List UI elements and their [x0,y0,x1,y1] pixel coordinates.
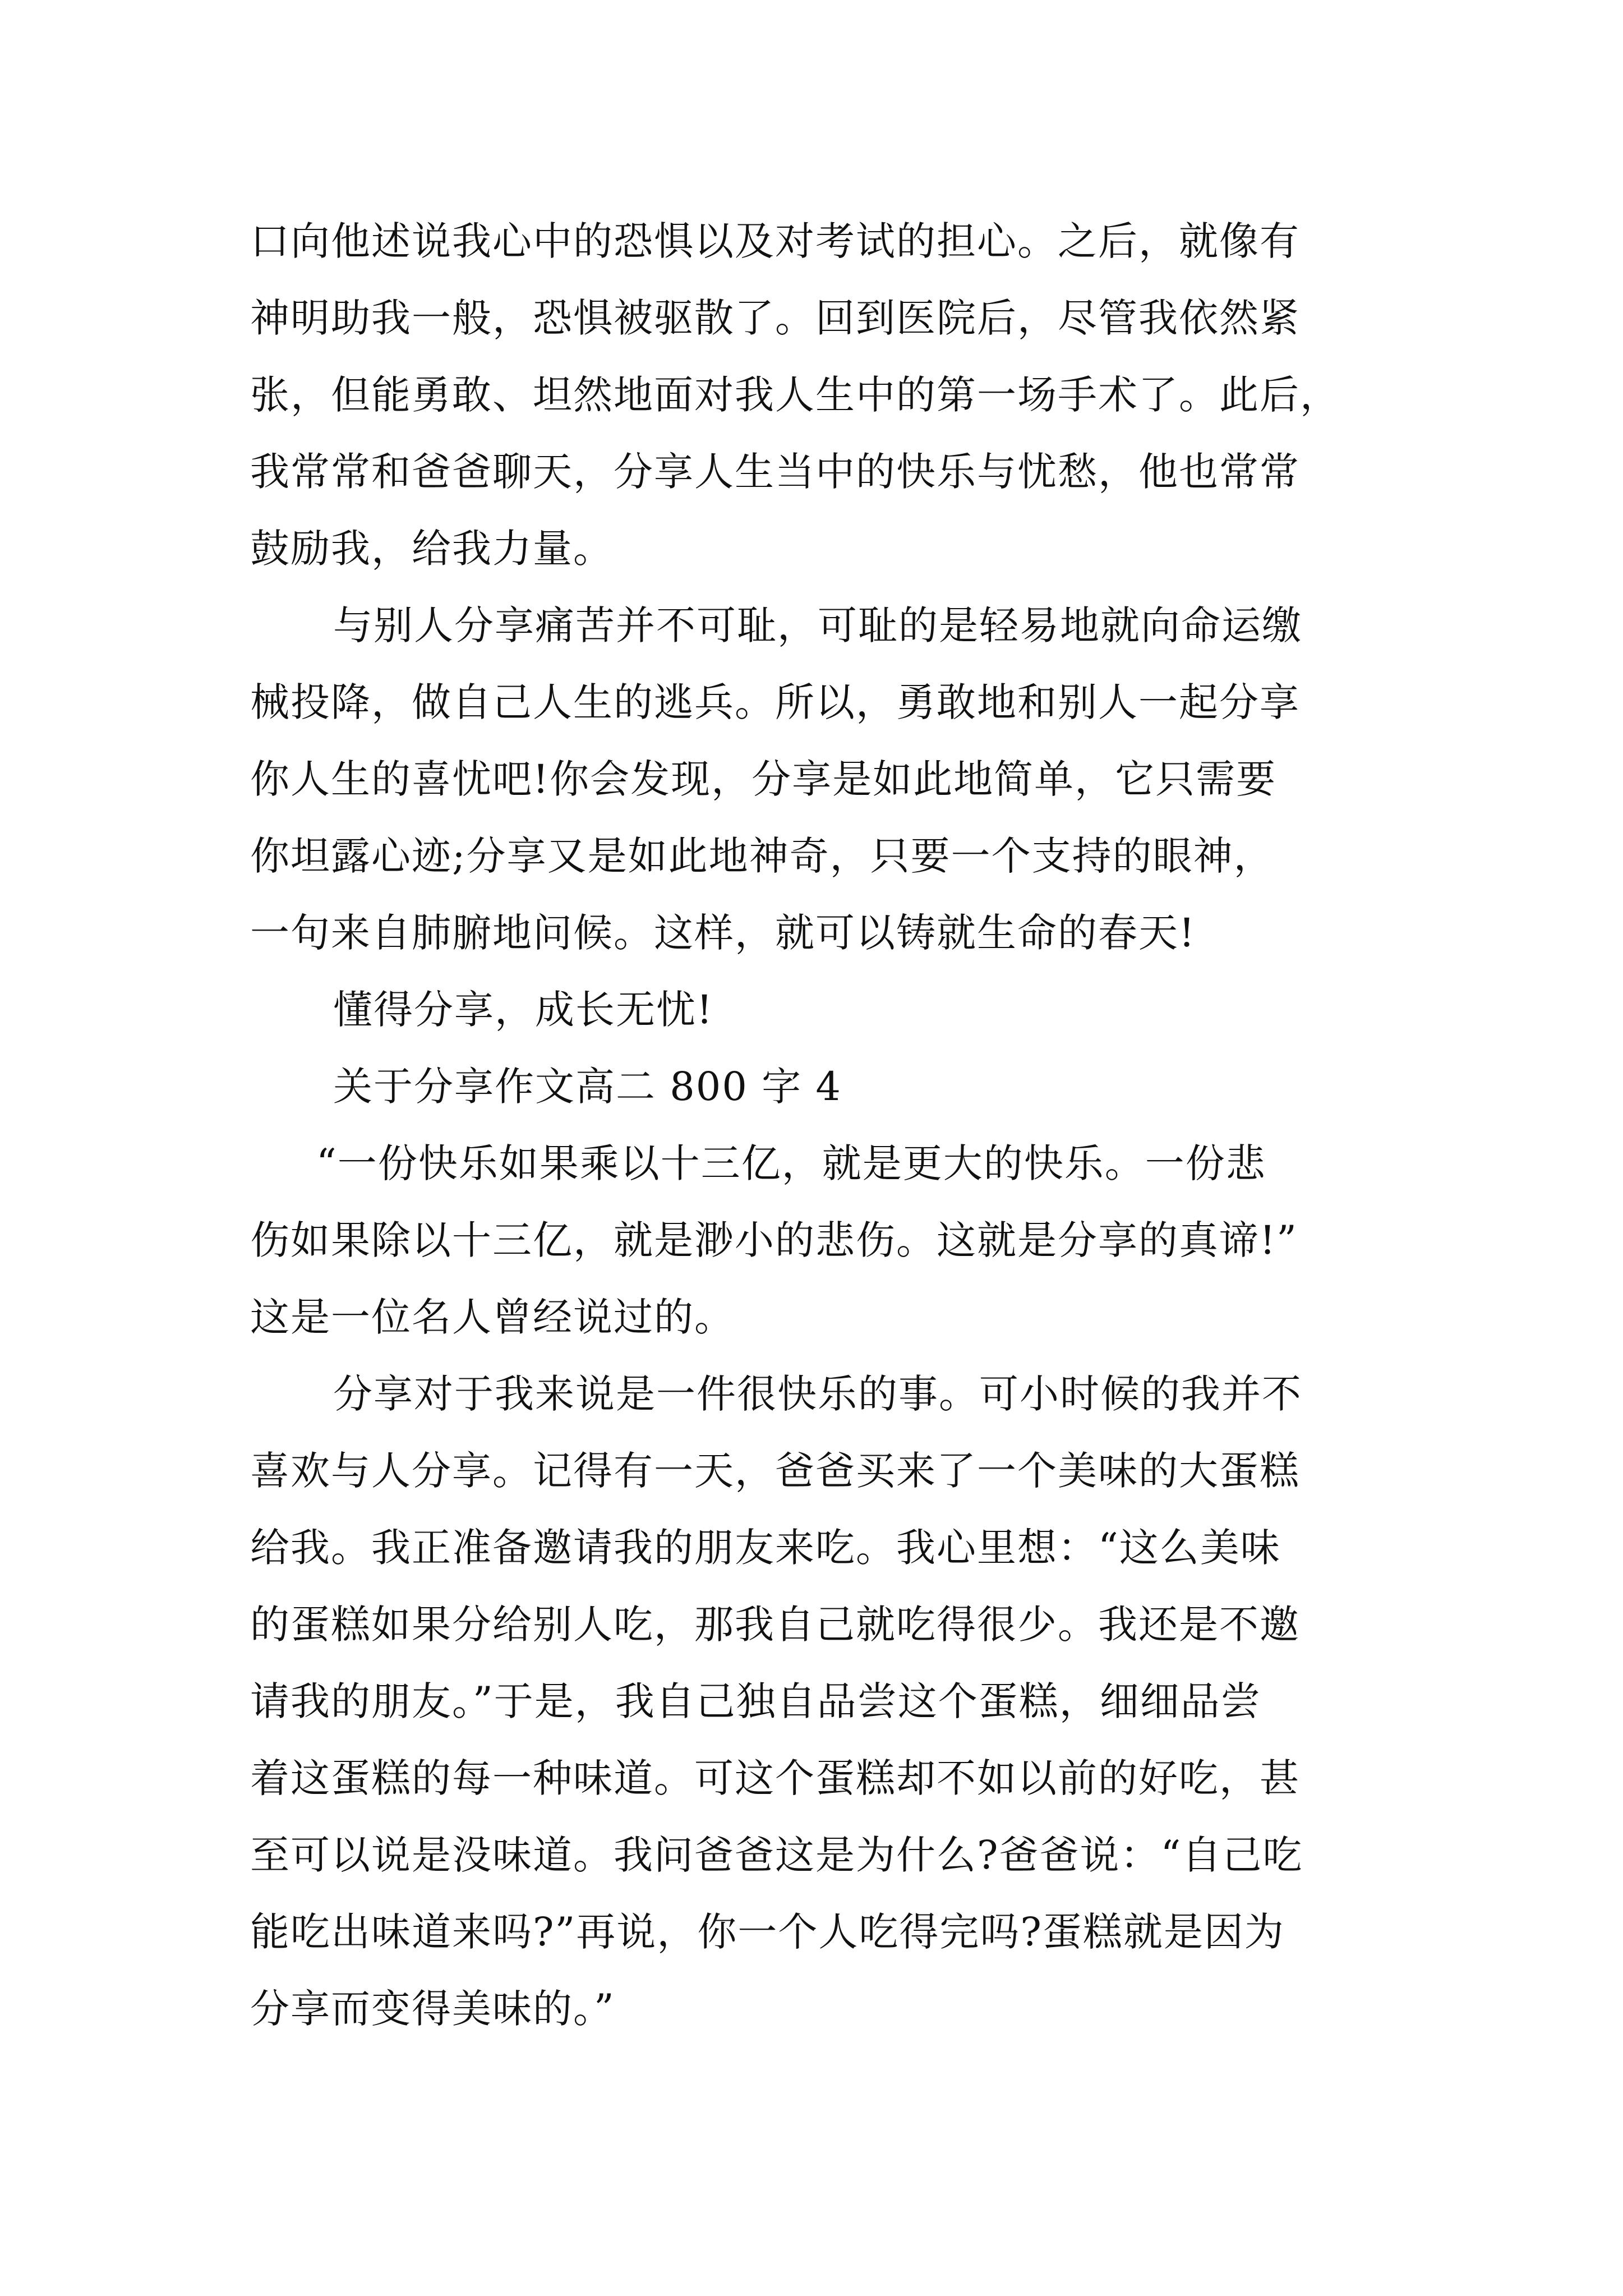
paragraph-quote [250,1125,1377,1356]
text-line: 给我。我正准备邀请我的朋友来吃。我心里想：“这么美味 [250,1525,1281,1571]
text-line: 请我的朋友。”于是，我自己独自品尝这个蛋糕，细细品尝 [250,1678,1261,1724]
paragraph-conclusion [250,587,1377,972]
document-body [250,203,1377,2047]
text-line: 懂得分享，成长无忧! [333,987,714,1033]
section-heading [250,1048,1377,1125]
text-line: 你人生的喜忧吧!你会发现，分享是如此地简单，它只需要 [250,756,1277,802]
text-line: 能吃出味道来吗?”再说，你一个人吃得完吗?蛋糕就是因为 [250,1909,1285,1955]
text-line: 分享对于我来说是一件很快乐的事。可小时候的我并不 [333,1371,1302,1417]
text-line: 至可以说是没味道。我问爸爸这是为什么?爸爸说：“自己吃 [250,1832,1303,1878]
text-line: 喜欢与人分享。记得有一天，爸爸买来了一个美味的大蛋糕 [250,1448,1300,1494]
text-line: 着这蛋糕的每一种味道。可这个蛋糕却不如以前的好吃，甚 [250,1755,1300,1801]
section-title: 关于分享作文高二 800 字 4 [333,1064,842,1110]
text-line: 你坦露心迹;分享又是如此地神奇，只要一个支持的眼神， [250,833,1274,879]
text-line: 我常常和爸爸聊天，分享人生当中的快乐与忧愁，他也常常 [250,449,1300,495]
text-line: 分享而变得美味的。” [250,1986,615,2032]
text-line: 张，但能勇敢、坦然地面对我人生中的第一场手术了。此后， [250,372,1340,418]
text-line: 械投降，做自己人生的逃兵。所以，勇敢地和别人一起分享 [250,679,1300,725]
text-line: 神明助我一般，恐惧被驱散了。回到医院后，尽管我依然紧 [250,295,1300,341]
text-line: 这是一位名人曾经说过的。 [250,1294,735,1340]
text-line: 鼓励我，给我力量。 [250,526,614,572]
text-line: 的蛋糕如果分给别人吃，那我自己就吃得很少。我还是不邀 [250,1602,1300,1648]
paragraph-continuation [250,203,1377,587]
text-line: 与别人分享痛苦并不可耻，可耻的是轻易地就向命运缴 [333,602,1302,648]
paragraph-motto [250,972,1377,1048]
text-line: 一句来自肺腑地问候。这样，就可以铸就生命的春天! [250,910,1196,956]
paragraph-story [250,1356,1377,2047]
text-line: 口向他述说我心中的恐惧以及对考试的担心。之后，就像有 [250,218,1300,264]
text-line: 伤如果除以十三亿，就是渺小的悲伤。这就是分享的真谛!” [250,1217,1298,1263]
text-line: “一份快乐如果乘以十三亿，就是更大的快乐。一份悲 [316,1140,1266,1186]
